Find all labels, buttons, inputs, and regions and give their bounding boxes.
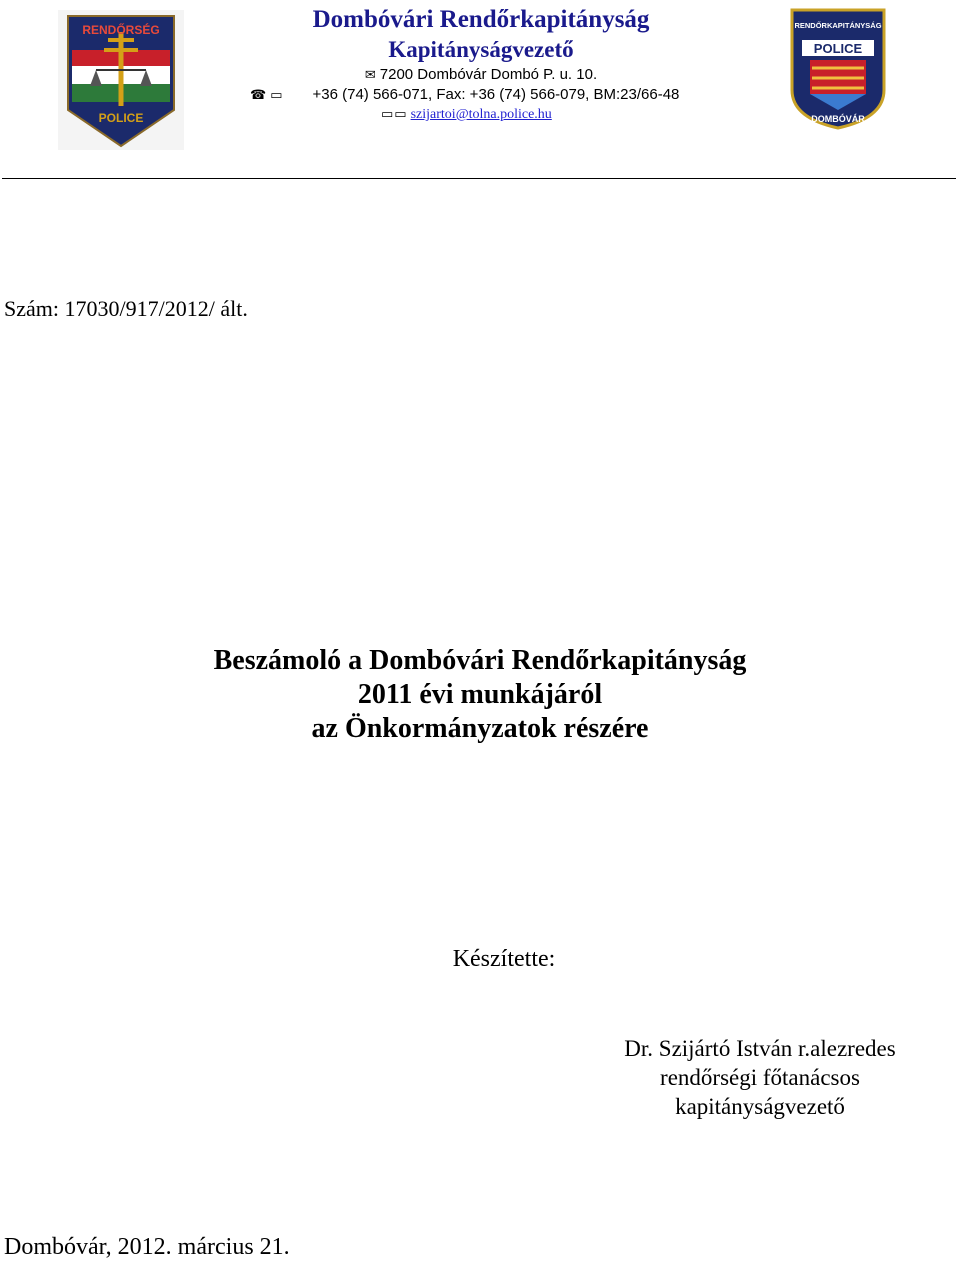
dombovar-police-badge (788, 6, 888, 130)
signatory-position: kapitányságvezető (675, 1094, 845, 1119)
phone-line (250, 86, 679, 103)
badge-middle-text: POLICE (813, 41, 863, 56)
title-line-3: az Önkormányzatok részére (311, 713, 649, 744)
prepared-by-label: Készítette: (452, 946, 556, 972)
badge-top-text: RENDŐRKAPITÁNYSÁG (794, 21, 882, 30)
signatory-rank: rendőrségi főtanácsos (660, 1065, 860, 1090)
reference-number: Szám: 17030/917/2012/ ált. (4, 296, 248, 321)
shield-top-text: RENDŐRSÉG (82, 23, 160, 37)
organization-name: Dombóvári Rendőrkapitányság (312, 6, 650, 33)
report-title (0, 644, 960, 746)
address-text: 7200 Dombóvár Dombó P. u. 10. (379, 66, 598, 83)
title-line-2: 2011 évi munkájáról (357, 679, 603, 710)
department-name: Kapitányságvezető (388, 37, 574, 62)
email-link[interactable]: szijartoi@tolna.police.hu (410, 107, 552, 122)
telephone-icon: ☎ (250, 87, 267, 102)
computer-icon: ▭ (270, 87, 283, 102)
signatory-name: Dr. Szijártó István r.alezredes (624, 1036, 896, 1061)
signature-block (596, 1034, 924, 1121)
title-line-1: Beszámoló a Dombóvári Rendőrkapitányság (213, 645, 747, 676)
email-line (381, 106, 552, 123)
computer-icon: ▭ (381, 106, 394, 121)
badge-bottom-text: DOMBÓVÁR (811, 114, 865, 124)
envelope-icon: ✉ (364, 67, 376, 82)
phone-fax-text: +36 (74) 566-071, Fax: +36 (74) 566-079, BM:23/66-48 (312, 86, 680, 103)
header-divider (2, 178, 956, 179)
shield-bottom-text: POLICE (98, 111, 144, 125)
computer-icon: ▭ (394, 106, 407, 121)
place-and-date: Dombóvár, 2012. március 21. (4, 1234, 290, 1260)
